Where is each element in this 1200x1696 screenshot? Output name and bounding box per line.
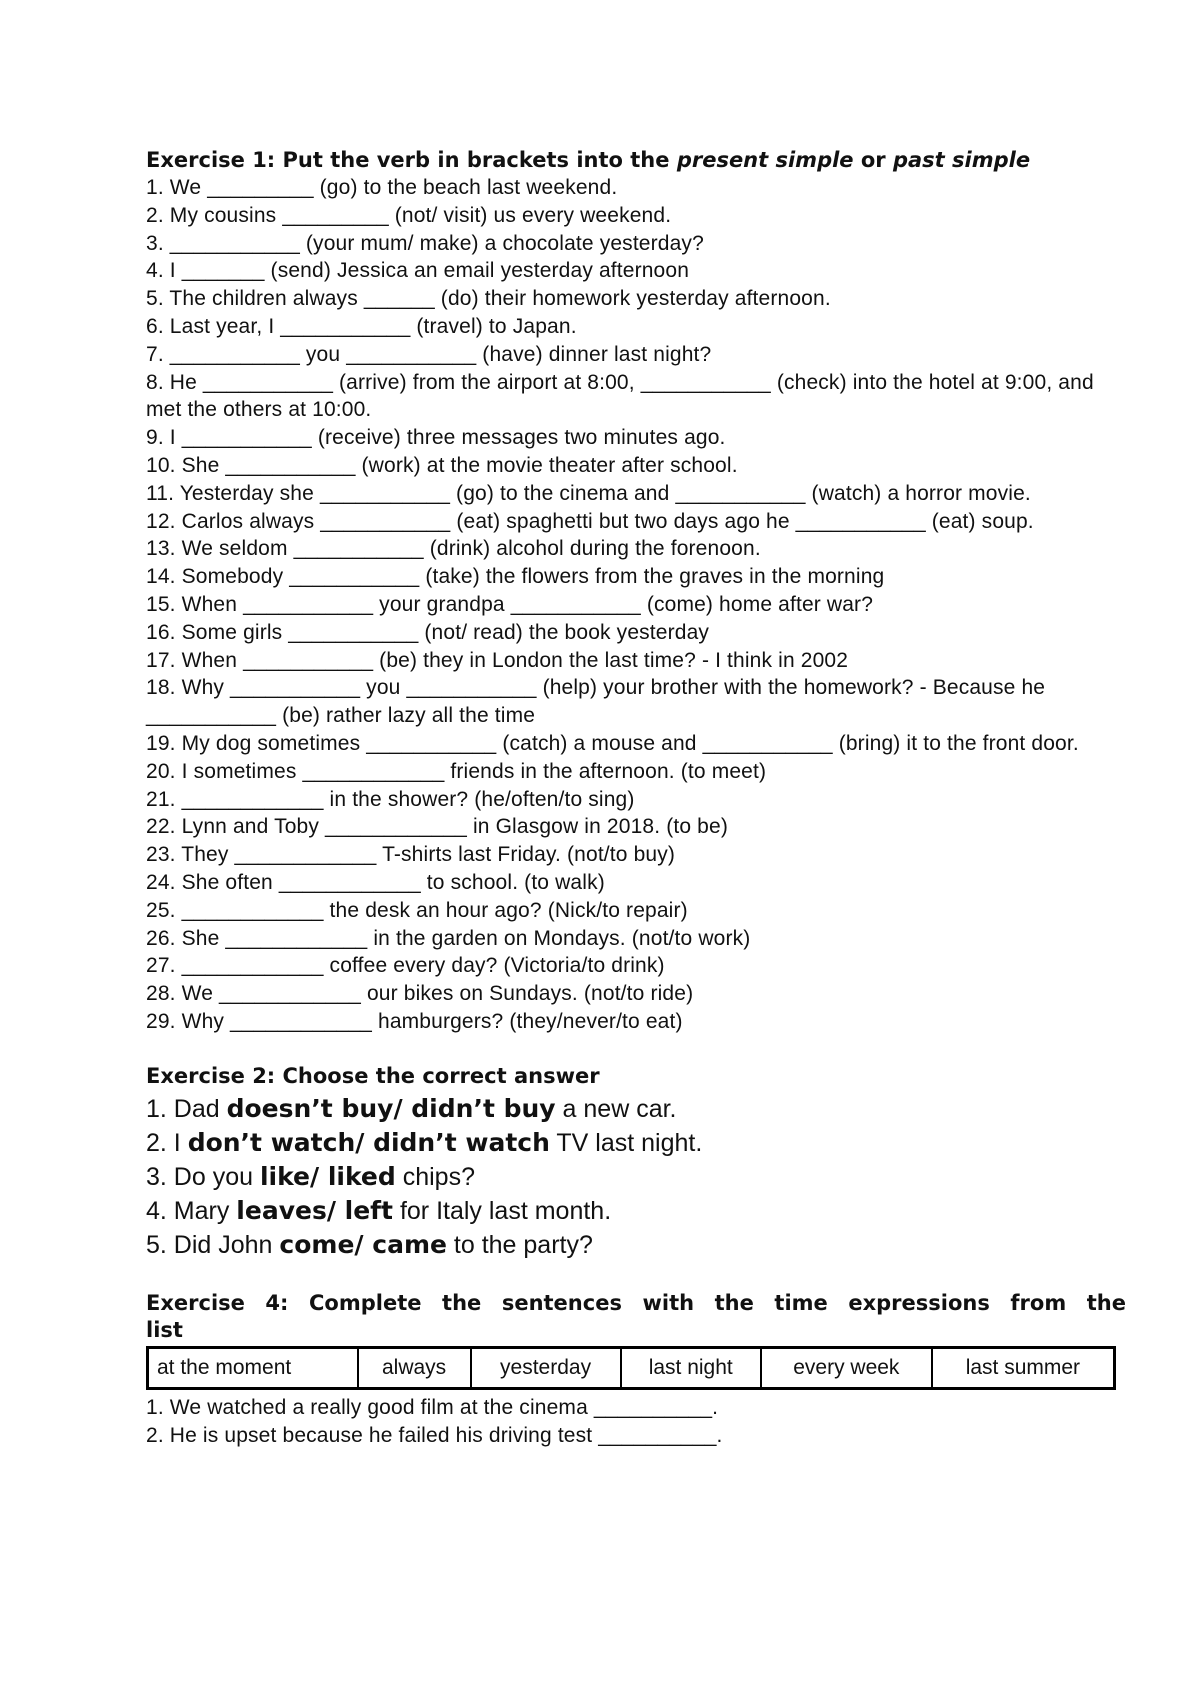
exercise-1-item: 18. Why ___________ you ___________ (help) your brother with the homework? - Because he ___________ (be) rather lazy all the time [146, 676, 1046, 728]
exercise-1-item: 29. Why ____________ hamburgers? (they/never/to eat) [146, 1009, 683, 1033]
exercise-1-list [146, 174, 1126, 1036]
exercise-1-title: Exercise 1: Put the verb in brackets into the present simple or past simple [146, 148, 1031, 172]
exercise-1-item: 10. She ___________ (work) at the movie theater after school. [146, 453, 738, 477]
exercise-1-item: 14. Somebody ___________ (take) the flowers from the graves in the morning [146, 565, 885, 589]
exercise-2-item: 5. Did John come/ came to the party? [146, 1229, 593, 1259]
exercise-1-item: 23. They ____________ T-shirts last Friday. (not/to buy) [146, 843, 676, 867]
answer-choice: like/ liked [259, 1161, 396, 1191]
exercise-1-item: 1. We _________ (go) to the beach last weekend. [146, 176, 618, 199]
exercise-1-item: 28. We ____________ our bikes on Sundays. (not/to ride) [146, 982, 694, 1006]
exercise-1-item: 26. She ____________ in the garden on Mondays. (not/to work) [146, 926, 751, 950]
exercise-1-item: 25. ____________ the desk an hour ago? (Nick/to repair) [146, 898, 688, 922]
exercise-1-item: 9. I ___________ (receive) three messages two minutes ago. [146, 426, 726, 450]
exercise-1-item: 7. ___________ you ___________ (have) dinner last night? [146, 342, 712, 366]
time-expression-cell: yesterday [471, 1347, 621, 1388]
exercise-1-item: 22. Lynn and Toby ____________ in Glasgow in 2018. (to be) [146, 815, 728, 839]
exercise-1-item: 21. ____________ in the shower? (he/often/to sing) [146, 787, 635, 811]
exercise-1-item: 17. When ___________ (be) they in London the last time? - I think in 2002 [146, 648, 849, 672]
exercise-2-item: 1. Dad doesn’t buy/ didn’t buy a new car. [146, 1093, 677, 1123]
exercise-1-item: 12. Carlos always ___________ (eat) spaghetti but two days ago he ___________ (eat) soup. [146, 509, 1034, 533]
answer-choice: don’t watch/ didn’t watch [187, 1127, 550, 1157]
exercise-1-item: 8. He ___________ (arrive) from the airport at 8:00, ___________ (check) into the hotel at 9:00, and met the others at 10:00. [146, 370, 1094, 422]
answer-choice: come/ came [279, 1229, 447, 1259]
exercise-1-item: 16. Some girls ___________ (not/ read) the book yesterday [146, 620, 710, 644]
table-row [148, 1347, 1115, 1388]
exercise-1-item: 5. The children always ______ (do) their homework yesterday afternoon. [146, 287, 831, 311]
exercise-1-item: 20. I sometimes ____________ friends in the afternoon. (to meet) [146, 759, 767, 783]
answer-choice: leaves/ left [236, 1195, 394, 1225]
exercise-1-item: 11. Yesterday she ___________ (go) to the cinema and ___________ (watch) a horror movie. [146, 481, 1031, 505]
exercise-1-item: 6. Last year, I ___________ (travel) to Japan. [146, 314, 577, 338]
exercise-2-item: 4. Mary leaves/ left for Italy last month. [146, 1195, 612, 1225]
exercise-1-item: 27. ____________ coffee every day? (Victoria/to drink) [146, 954, 665, 978]
time-expression-cell: always [358, 1347, 471, 1388]
exercise-4-item: 2. He is upset because he failed his driving test __________. [146, 1423, 723, 1447]
exercise-4-list [146, 1394, 1126, 1450]
exercise-1-item: 4. I _______ (send) Jessica an email yesterday afternoon [146, 259, 690, 283]
time-expression-cell: last summer [932, 1347, 1115, 1388]
time-expression-cell: last night [621, 1347, 761, 1388]
exercise-1-item: 2. My cousins _________ (not/ visit) us every weekend. [146, 203, 672, 227]
exercise-4-title: Exercise 4: Complete the sentences with the time expressions from the list [146, 1290, 1126, 1342]
exercise-1-item: 19. My dog sometimes ___________ (catch) a mouse and ___________ (bring) it to the front door. [146, 731, 1079, 755]
exercise-2-item: 3. Do you like/ liked chips? [146, 1161, 475, 1191]
time-expression-cell: every week [761, 1347, 932, 1388]
worksheet-page [146, 146, 1126, 1449]
time-expression-cell: at the moment [148, 1347, 358, 1388]
exercise-1-item: 15. When ___________ your grandpa ___________ (come) home after war? [146, 592, 874, 616]
exercise-1-item: 13. We seldom ___________ (drink) alcohol during the forenoon. [146, 537, 761, 561]
exercise-2-list [146, 1092, 1126, 1262]
exercise-4-item: 1. We watched a really good film at the cinema __________. [146, 1395, 719, 1419]
answer-choice: doesn’t buy/ didn’t buy [226, 1093, 556, 1123]
time-expressions-table [146, 1346, 1116, 1390]
exercise-1-item: 24. She often ____________ to school. (to walk) [146, 870, 605, 894]
exercise-1-item: 3. ___________ (your mum/ make) a chocolate yesterday? [146, 231, 704, 255]
exercise-2-item: 2. I don’t watch/ didn’t watch TV last night. [146, 1127, 703, 1157]
exercise-2-title: Exercise 2: Choose the correct answer [146, 1063, 600, 1088]
